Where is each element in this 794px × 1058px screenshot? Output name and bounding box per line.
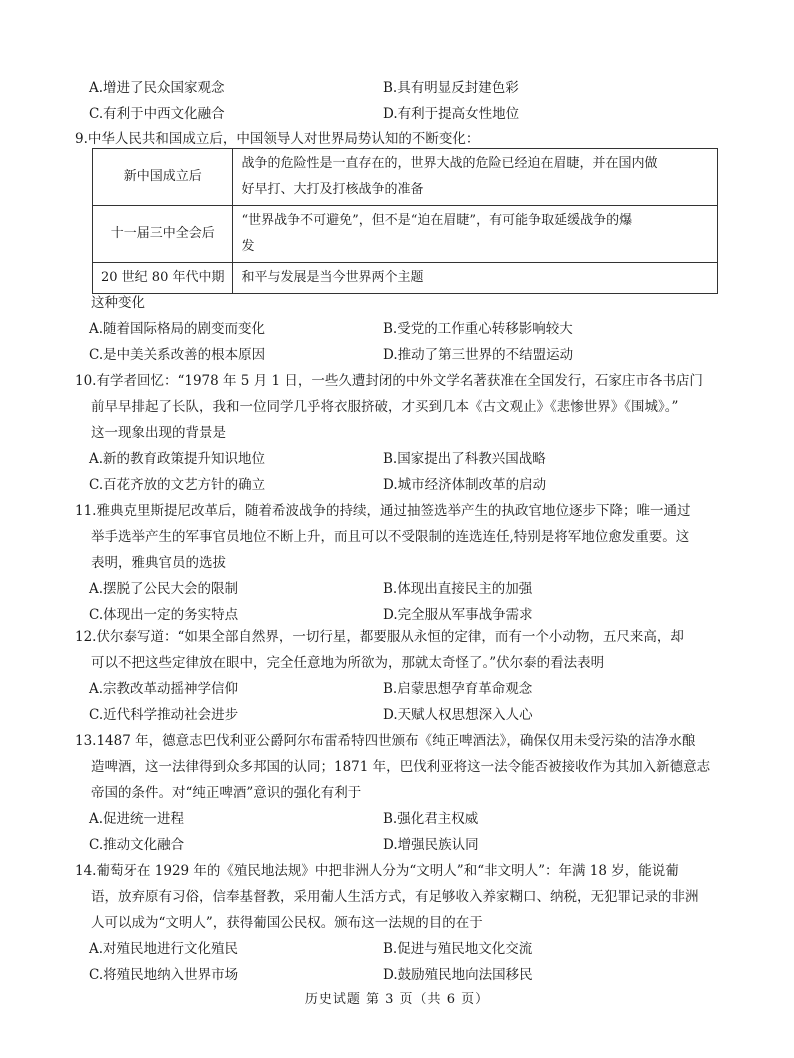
question-text: 14.葡萄牙在 1929 年的《殖民地法规》中把非洲人分为“文明人”和“非文明人”：年满 18 岁，能说葡	[75, 863, 679, 879]
question-text: 这一现象出现的背景是	[91, 425, 226, 441]
question-text: 11.雅典克里斯提尼改革后，随着希波战争的持续，通过抽签选举产生的执政官地位逐步下降；唯一通过	[75, 503, 691, 519]
question-9-table	[92, 148, 718, 294]
question-text: 帝国的条件。对“纯正啤酒”意识的强化有利于	[91, 785, 362, 801]
page-footer: 历史试题 第 3 页（共 6 页）	[304, 992, 490, 1007]
option-c[interactable]: C.百花齐放的文艺方针的确立	[89, 477, 266, 493]
table-row	[93, 263, 718, 294]
question-11	[75, 498, 725, 628]
question-text: 这种变化	[91, 295, 145, 311]
option-row	[75, 936, 725, 962]
question-12	[75, 624, 725, 728]
question-text: 可以不把这些定律放在眼中，完全任意地为所欲为，那就太奇怪了。”伏尔泰的看法表明	[91, 655, 605, 671]
option-d[interactable]: D.有利于提高女性地位	[383, 106, 520, 122]
question-8-options	[75, 75, 725, 127]
option-a[interactable]: A.对殖民地进行文化殖民	[89, 941, 239, 957]
option-row	[75, 472, 725, 498]
table-cell-content	[233, 149, 718, 206]
option-d[interactable]: D.天赋人权思想深入人心	[383, 707, 533, 723]
option-c[interactable]: C.将殖民地纳入世界市场	[89, 967, 239, 983]
option-row	[75, 702, 725, 728]
option-a[interactable]: A.促进统一进程	[89, 811, 185, 827]
table-cell-period: 新中国成立后	[93, 149, 233, 206]
option-a[interactable]: A.宗教改革动摇神学信仰	[89, 681, 239, 697]
cell-line: 和平与发展是当今世界两个主题	[241, 270, 424, 285]
question-text: 语，放弃原有习俗，信奉基督教，采用葡人生活方式，有足够收入养家糊口、纳税，无犯罪记录的非洲	[91, 889, 699, 905]
table-cell-period: 20 世纪 80 年代中期	[93, 263, 233, 294]
table-cell-content	[233, 263, 718, 294]
option-b[interactable]: B.国家提出了科教兴国战略	[383, 451, 546, 467]
option-b[interactable]: B.受党的工作重心转移影响较大	[383, 321, 573, 337]
option-row	[75, 806, 725, 832]
option-row	[75, 101, 725, 127]
option-b[interactable]: B.具有明显反封建色彩	[383, 80, 519, 96]
question-13	[75, 728, 725, 858]
option-c[interactable]: C.体现出一定的务实特点	[89, 607, 239, 623]
option-a[interactable]: A.新的教育政策提升知识地位	[89, 451, 266, 467]
option-row	[75, 832, 725, 858]
option-b[interactable]: B.启蒙思想孕育革命观念	[383, 681, 533, 697]
question-10	[75, 368, 725, 498]
question-text: 前早早排起了长队，我和一位同学几乎将衣服挤破，才买到几本《古文观止》《悲惨世界》《围城》。”	[91, 399, 679, 415]
cell-line: “世界战争不可避免”，但不是“迫在眉睫”，有可能争取延缓战争的爆	[241, 213, 633, 228]
option-row	[75, 676, 725, 702]
option-row	[75, 576, 725, 602]
option-c[interactable]: C.有利于中西文化融合	[89, 106, 225, 122]
question-14	[75, 858, 725, 988]
question-text: 9.中华人民共和国成立后，中国领导人对世界局势认知的不断变化：	[75, 131, 480, 147]
option-c[interactable]: C.推动文化融合	[89, 837, 185, 853]
option-a[interactable]: A.增进了民众国家观念	[89, 80, 225, 96]
option-row	[75, 316, 725, 342]
question-text: 13.1487 年，德意志巴伐利亚公爵阿尔布雷希特四世颁布《纯正啤酒法》，确保仅用未受污染的洁净水酿	[75, 733, 696, 749]
question-text: 表明，雅典官员的选拔	[91, 555, 226, 571]
cell-line: 发	[241, 239, 255, 254]
option-c[interactable]: C.是中美关系改善的根本原因	[89, 347, 266, 363]
option-b[interactable]: B.体现出直接民主的加强	[383, 581, 533, 597]
option-a[interactable]: A.摆脱了公民大会的限制	[89, 581, 239, 597]
table-cell-period: 十一届三中全会后	[93, 206, 233, 263]
option-row	[75, 446, 725, 472]
option-row	[75, 342, 725, 368]
option-d[interactable]: D.推动了第三世界的不结盟运动	[383, 347, 574, 363]
question-text: 举手选举产生的军事官员地位不断上升，而且可以不受限制的连选连任,特别是将军地位愈发重要。这	[91, 529, 690, 545]
question-text: 10.有学者回忆：“1978 年 5 月 1 日，一些久遭封闭的中外文学名著获准在全国发行，石家庄市各书店门	[75, 373, 703, 389]
cell-line: 好早打、大打及打核战争的准备	[241, 182, 424, 197]
option-b[interactable]: B.强化君主权威	[383, 811, 479, 827]
option-b[interactable]: B.促进与殖民地文化交流	[383, 941, 533, 957]
question-text: 人可以成为“文明人”，获得葡国公民权。颁布这一法规的目的在于	[91, 915, 483, 931]
option-d[interactable]: D.增强民族认同	[383, 837, 479, 853]
table-row	[93, 206, 718, 263]
option-d[interactable]: D.城市经济体制改革的启动	[383, 477, 547, 493]
option-d[interactable]: D.鼓励殖民地向法国移民	[383, 967, 533, 983]
question-9-tail	[75, 290, 725, 368]
option-row	[75, 962, 725, 988]
option-a[interactable]: A.随着国际格局的剧变而变化	[89, 321, 266, 337]
option-c[interactable]: C.近代科学推动社会进步	[89, 707, 239, 723]
table-cell-content	[233, 206, 718, 263]
option-row	[75, 75, 725, 101]
cell-line: 战争的危险性是一直存在的，世界大战的危险已经迫在眉睫，并在国内做	[241, 156, 658, 171]
option-d[interactable]: D.完全服从军事战争需求	[383, 607, 533, 623]
question-text: 12.伏尔泰写道：“如果全部自然界，一切行星，都要服从永恒的定律，而有一个小动物，五尺来高，却	[75, 629, 684, 645]
question-text: 造啤酒，这一法律得到众多邦国的认同；1871 年，巴伐利亚将这一法令能否被接收作为其加入新德意志	[91, 759, 711, 775]
table-row	[93, 149, 718, 206]
